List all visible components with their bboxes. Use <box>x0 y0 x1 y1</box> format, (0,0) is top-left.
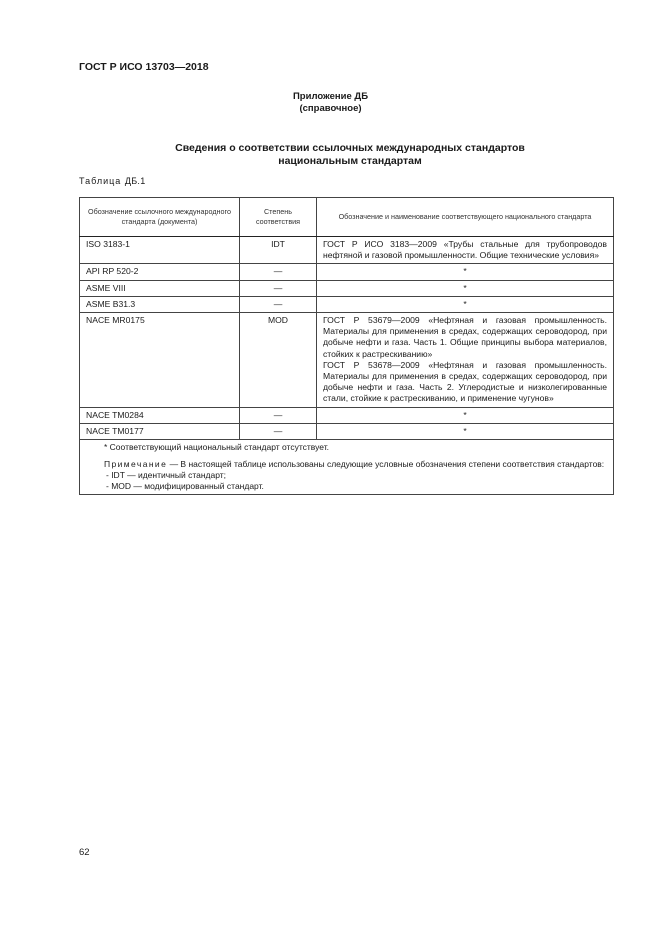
cell-reference: ASME B31.3 <box>80 296 240 312</box>
header-national: Обозначение и наименование соответствующего национального стандарта <box>317 198 614 237</box>
table-row <box>80 264 614 280</box>
note <box>86 459 607 470</box>
table-footer <box>80 440 614 495</box>
appendix-title: Приложение ДБ <box>292 91 369 102</box>
cell-degree: — <box>240 296 317 312</box>
document-code: ГОСТ Р ИСО 13703—2018 <box>79 61 209 73</box>
note-text: — В настоящей таблице использованы следующие условные обозначения степени соответствия стандартов: <box>167 459 605 470</box>
cell-national: * <box>317 280 614 296</box>
cell-national: * <box>317 264 614 280</box>
page-number: 62 <box>79 847 90 858</box>
cell-national <box>317 313 614 408</box>
footnote: * Соответствующий национальный стандарт отсутствует. <box>104 442 330 453</box>
header-degree: Степень соответствия <box>240 198 317 237</box>
note-item-idt: - IDT — идентичный стандарт; <box>106 470 227 481</box>
national-standard-part1: ГОСТ Р 53679—2009 «Нефтяная и газовая промышленность. Материалы для применения в средах, содержащих сероводород, при добыче нефти и газа. Часть 1. Общие принципы выбора материалов, стойких к растрескиванию» <box>323 315 607 359</box>
section-title <box>0 142 661 168</box>
cell-degree: MOD <box>240 313 317 408</box>
table-row <box>80 296 614 312</box>
cell-reference: NACE MR0175 <box>80 313 240 408</box>
cell-reference: ASME VIII <box>80 280 240 296</box>
cell-degree: — <box>240 264 317 280</box>
cell-national: * <box>317 423 614 439</box>
cell-national: ГОСТ Р ИСО 3183—2009 «Трубы стальные для трубопроводов нефтяной и газовой промышленности. Общие технические условия» <box>317 237 614 264</box>
appendix-heading <box>0 91 661 115</box>
cell-degree: — <box>240 280 317 296</box>
table-footer-row <box>80 440 614 495</box>
table-header-row <box>80 198 614 237</box>
note-label: Примечание <box>104 459 168 470</box>
table-caption-word: Таблица <box>79 176 122 186</box>
table-row <box>80 407 614 423</box>
table-caption <box>79 176 146 186</box>
table-row <box>80 237 614 264</box>
cell-degree: IDT <box>240 237 317 264</box>
table-row <box>80 313 614 408</box>
section-title-line2: национальным стандартам <box>278 155 422 167</box>
table-row <box>80 423 614 439</box>
cell-reference: NACE TM0177 <box>80 423 240 439</box>
section-title-line1: Сведения о соответствии ссылочных международных стандартов <box>175 142 525 154</box>
table-row <box>80 280 614 296</box>
cell-reference: ISO 3183-1 <box>80 237 240 264</box>
header-reference: Обозначение ссылочного международного стандарта (документа) <box>80 198 240 237</box>
table-caption-number: ДБ.1 <box>124 176 146 186</box>
national-standard-part2: ГОСТ Р 53678—2009 «Нефтяная и газовая промышленность. Материалы для применения в средах, содержащих сероводород, при добыче нефти и газа. Часть 2. Углеродистые и низколегированные стали, стойкие к растрескиванию, и применение чугунов» <box>323 359 607 404</box>
cell-national: * <box>317 296 614 312</box>
cell-reference: NACE TM0284 <box>80 407 240 423</box>
cell-reference: API RP 520-2 <box>80 264 240 280</box>
cell-degree: — <box>240 423 317 439</box>
standards-table <box>79 197 614 495</box>
appendix-subtitle: (справочное) <box>299 103 362 114</box>
cell-degree: — <box>240 407 317 423</box>
note-item-mod: - MOD — модифицированный стандарт. <box>106 481 264 492</box>
cell-national: * <box>317 407 614 423</box>
